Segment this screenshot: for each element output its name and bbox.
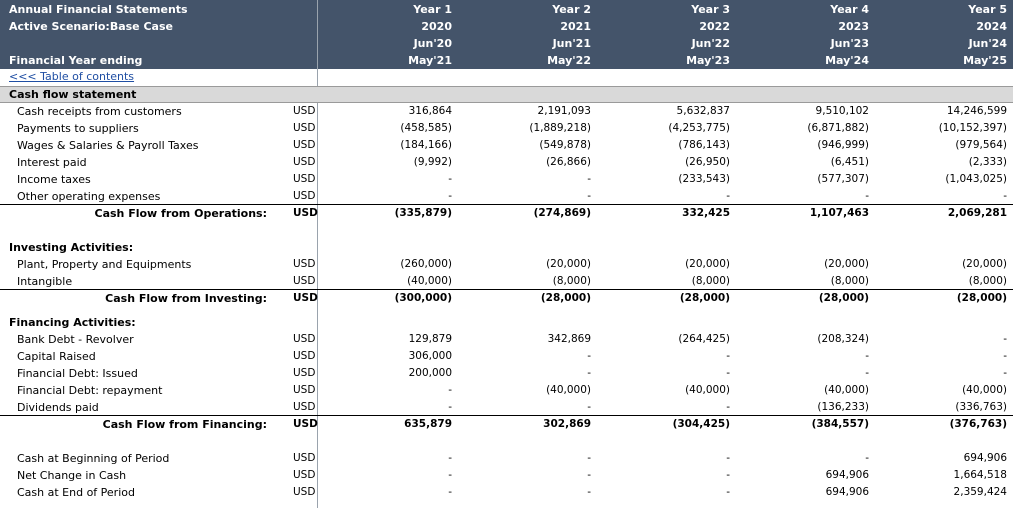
value-cell-year-2: - [587,190,591,202]
value-cell-year-2: - [587,486,591,498]
value-cell-year-1: (40,000) [407,275,452,287]
value-cell-year-1: (260,000) [400,258,452,270]
table-row [0,450,1013,467]
value-cell-year-3: (8,000) [691,275,730,287]
value-cell-year-4: (136,233) [817,401,869,413]
value-cell-year-3: (4,253,775) [668,122,730,134]
value-cell-year-1: (9,992) [413,156,452,168]
subtotal-row [0,416,1013,433]
value-cell-year-4: - [865,452,869,464]
header-fy-5: 2024 [976,20,1007,33]
table-row [0,382,1013,399]
row-label: Income taxes [17,173,91,186]
value-cell-year-2: 2,191,093 [537,105,591,117]
header-year-1: Year 1 [413,3,452,16]
value-cell-year-2: - [587,350,591,362]
value-cell-year-4: (20,000) [824,258,869,270]
table-row [0,399,1013,416]
value-cell-year-4: (6,871,882) [807,122,869,134]
header-year-2: Year 2 [552,3,591,16]
currency-cell: USD [293,350,316,362]
value-cell-year-2: (1,889,218) [529,122,591,134]
currency-cell: USD [293,469,316,481]
value-cell-year-5: - [1003,367,1007,379]
value-cell-year-4: 694,906 [825,469,869,481]
value-cell-year-2: - [587,367,591,379]
value-cell-year-3: 332,425 [682,207,730,219]
value-cell-year-5: 2,359,424 [953,486,1007,498]
value-cell-year-2: (40,000) [546,384,591,396]
table-row [0,365,1013,382]
row-label: Net Change in Cash [17,469,127,482]
table-row [0,331,1013,348]
value-cell-year-3: (304,425) [672,418,730,430]
value-cell-year-1: 129,879 [408,333,452,345]
value-cell-year-5: - [1003,190,1007,202]
value-cell-year-2: (28,000) [540,292,591,304]
value-cell-year-4: - [865,190,869,202]
value-cell-year-1: - [448,486,452,498]
subtotal-row [0,290,1013,307]
currency-cell: USD [293,173,316,185]
scenario-label: Active Scenario:Base Case [9,20,173,33]
row-label: Cash receipts from customers [17,105,182,118]
value-cell-year-4: (8,000) [830,275,869,287]
value-cell-year-4: 694,906 [825,486,869,498]
value-cell-year-3: (20,000) [685,258,730,270]
header-year-4: Year 4 [830,3,869,16]
row-label: Financial Debt: repayment [17,384,163,397]
value-cell-year-3: - [726,452,730,464]
value-cell-year-4: (577,307) [817,173,869,185]
value-cell-year-1: - [448,401,452,413]
row-label: Cash Flow from Investing: [105,292,267,305]
value-cell-year-3: (40,000) [685,384,730,396]
value-cell-year-5: (2,333) [968,156,1007,168]
table-row [0,154,1013,171]
value-cell-year-1: 635,879 [404,418,452,430]
table-row [0,188,1013,205]
row-label: Cash Flow from Financing: [102,418,267,431]
currency-cell: USD [293,190,316,202]
value-cell-year-5: (20,000) [962,258,1007,270]
value-cell-year-1: (300,000) [394,292,452,304]
value-cell-year-4: (40,000) [824,384,869,396]
header-end-5: May'25 [963,54,1007,67]
value-cell-year-2: (26,866) [546,156,591,168]
value-cell-year-3: - [726,190,730,202]
value-cell-year-5: 2,069,281 [947,207,1007,219]
value-cell-year-1: - [448,173,452,185]
value-cell-year-3: (786,143) [678,139,730,151]
header-year-5: Year 5 [968,3,1007,16]
value-cell-year-5: (40,000) [962,384,1007,396]
row-label: Interest paid [17,156,87,169]
section-heading-label: Financing Activities: [9,316,136,329]
header-start-4: Jun'23 [830,37,869,50]
table-row [0,171,1013,188]
value-cell-year-4: (384,557) [811,418,869,430]
statements-title: Annual Financial Statements [9,3,188,16]
value-cell-year-1: - [448,452,452,464]
table-row [0,484,1013,501]
value-cell-year-1: (458,585) [400,122,452,134]
header-end-1: May'21 [408,54,452,67]
row-label: Plant, Property and Equipments [17,258,192,271]
row-label: Payments to suppliers [17,122,139,135]
row-label: Bank Debt - Revolver [17,333,134,346]
header-fy-4: 2023 [838,20,869,33]
value-cell-year-5: (1,043,025) [945,173,1007,185]
value-cell-year-3: - [726,350,730,362]
value-cell-year-1: - [448,384,452,396]
currency-cell: USD [293,333,316,345]
value-cell-year-3: - [726,469,730,481]
currency-cell: USD [293,207,318,219]
table-row [0,137,1013,154]
currency-cell: USD [293,452,316,464]
currency-cell: USD [293,367,316,379]
value-cell-year-4: (946,999) [817,139,869,151]
header-fy-3: 2022 [699,20,730,33]
value-cell-year-1: 306,000 [408,350,452,362]
value-cell-year-5: 14,246,599 [946,105,1007,117]
value-cell-year-4: - [865,367,869,379]
table-row [0,467,1013,484]
value-cell-year-3: (26,950) [685,156,730,168]
value-cell-year-2: (274,869) [533,207,591,219]
value-cell-year-2: - [587,452,591,464]
header-band [0,0,1013,69]
value-cell-year-3: - [726,401,730,413]
value-cell-year-2: - [587,173,591,185]
value-cell-year-3: 5,632,837 [676,105,730,117]
value-cell-year-4: - [865,350,869,362]
header-start-1: Jun'20 [413,37,452,50]
value-cell-year-5: (376,763) [949,418,1007,430]
currency-cell: USD [293,292,318,304]
value-cell-year-5: - [1003,350,1007,362]
value-cell-year-5: - [1003,333,1007,345]
header-fy-2: 2021 [560,20,591,33]
section-heading-label: Investing Activities: [9,241,134,254]
section-heading [0,239,1013,256]
table-row [0,120,1013,137]
value-cell-year-4: (208,324) [817,333,869,345]
value-cell-year-1: - [448,469,452,481]
header-start-3: Jun'22 [691,37,730,50]
currency-cell: USD [293,275,316,287]
cash-flow-section-header [0,86,1013,103]
value-cell-year-5: (336,763) [955,401,1007,413]
value-cell-year-3: - [726,486,730,498]
currency-cell: USD [293,122,316,134]
value-cell-year-2: (20,000) [546,258,591,270]
currency-cell: USD [293,418,318,430]
currency-cell: USD [293,105,316,117]
row-label: Other operating expenses [17,190,161,203]
value-cell-year-4: 9,510,102 [815,105,869,117]
header-end-4: May'24 [825,54,869,67]
currency-cell: USD [293,486,316,498]
value-cell-year-2: (8,000) [552,275,591,287]
currency-cell: USD [293,384,316,396]
value-cell-year-5: (10,152,397) [938,122,1007,134]
currency-cell: USD [293,401,316,413]
value-cell-year-5: 1,664,518 [953,469,1007,481]
value-cell-year-1: - [448,190,452,202]
value-cell-year-1: 200,000 [408,367,452,379]
value-cell-year-5: (28,000) [956,292,1007,304]
table-of-contents-link[interactable]: <<< Table of contents [9,70,135,83]
value-cell-year-2: - [587,469,591,481]
value-cell-year-5: (8,000) [968,275,1007,287]
value-cell-year-3: (233,543) [678,173,730,185]
fy-ending-label: Financial Year ending [9,54,143,67]
row-label: Financial Debt: Issued [17,367,138,380]
value-cell-year-4: (28,000) [818,292,869,304]
value-cell-year-3: (264,425) [678,333,730,345]
table-row [0,273,1013,290]
value-cell-year-1: 316,864 [408,105,452,117]
header-year-3: Year 3 [691,3,730,16]
row-label: Cash at Beginning of Period [17,452,170,465]
value-cell-year-3: - [726,367,730,379]
row-label: Intangible [17,275,73,288]
row-label: Cash Flow from Operations: [94,207,267,220]
value-cell-year-3: (28,000) [679,292,730,304]
value-cell-year-2: - [587,401,591,413]
table-row [0,256,1013,273]
value-cell-year-1: (184,166) [400,139,452,151]
header-end-3: May'23 [686,54,730,67]
subtotal-row [0,205,1013,222]
table-row [0,348,1013,365]
currency-cell: USD [293,156,316,168]
row-label: Capital Raised [17,350,96,363]
currency-cell: USD [293,258,316,270]
section-title: Cash flow statement [9,88,137,101]
header-end-2: May'22 [547,54,591,67]
header-start-5: Jun'24 [968,37,1007,50]
row-label: Cash at End of Period [17,486,135,499]
table-row [0,103,1013,120]
header-start-2: Jun'21 [552,37,591,50]
section-heading [0,314,1013,331]
header-fy-1: 2020 [421,20,452,33]
value-cell-year-2: 302,869 [543,418,591,430]
value-cell-year-4: (6,451) [830,156,869,168]
value-cell-year-1: (335,879) [394,207,452,219]
currency-cell: USD [293,139,316,151]
value-cell-year-5: 694,906 [963,452,1007,464]
value-cell-year-5: (979,564) [955,139,1007,151]
value-cell-year-2: 342,869 [547,333,591,345]
row-label: Dividends paid [17,401,99,414]
value-cell-year-2: (549,878) [539,139,591,151]
value-cell-year-4: 1,107,463 [809,207,869,219]
row-label: Wages & Salaries & Payroll Taxes [17,139,199,152]
